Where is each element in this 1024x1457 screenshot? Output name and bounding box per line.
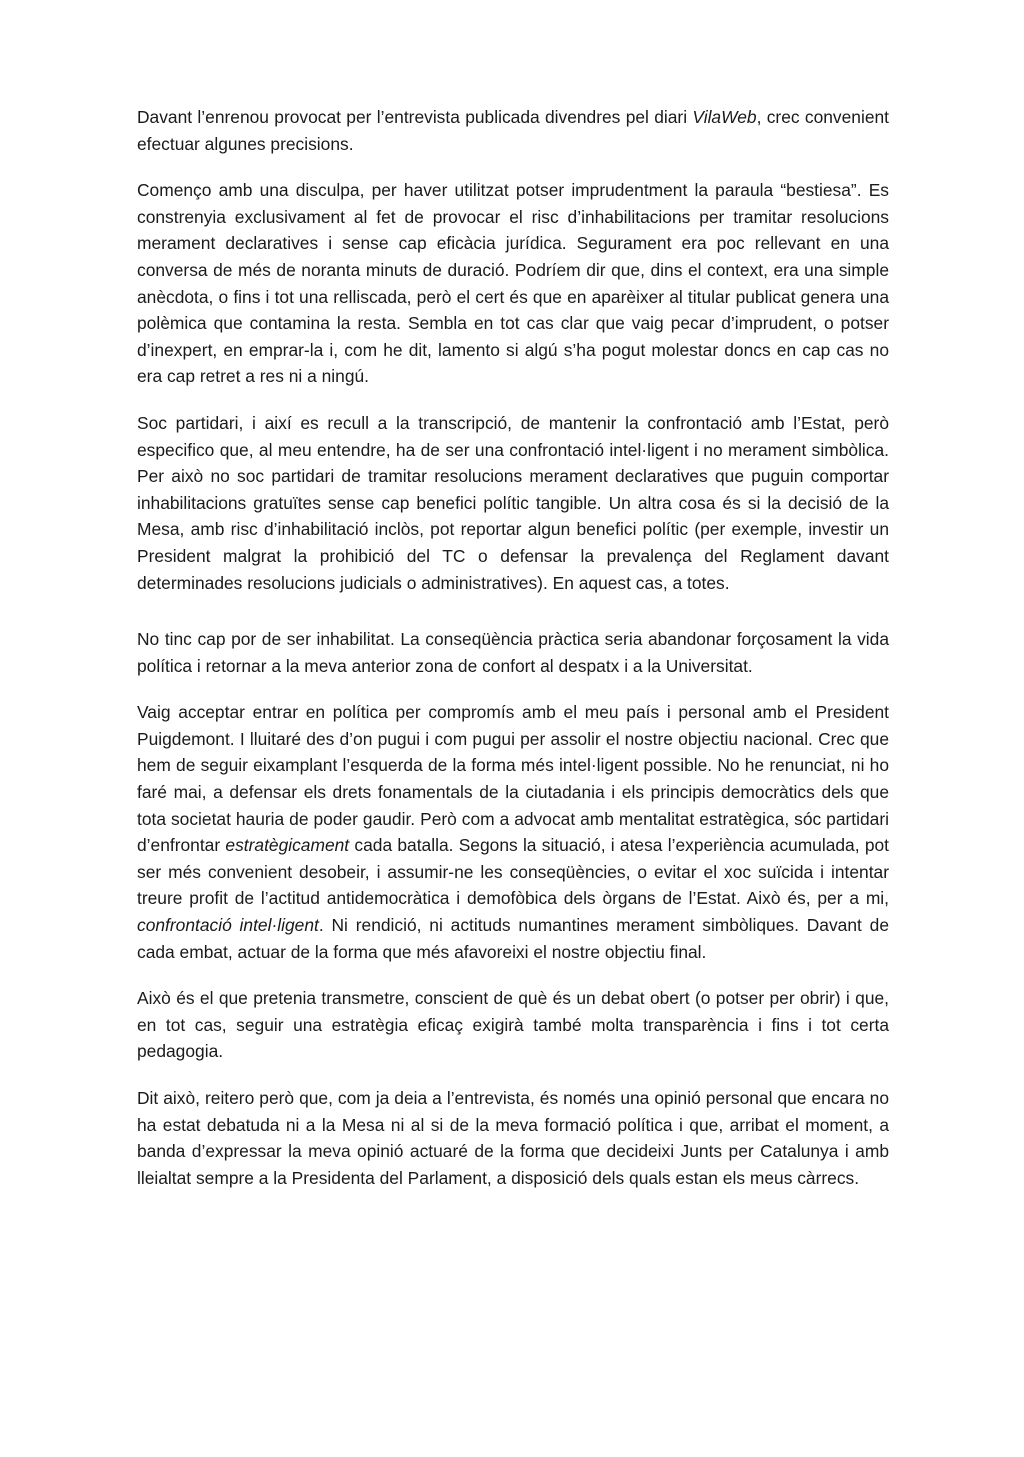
paragraph-inhabilitation: No tinc cap por de ser inhabilitat. La conseqüència pràctica seria abandonar forçosament la vida política i retornar a la meva anterior zona de confort al despatx i a la Universitat. bbox=[137, 629, 889, 676]
newspaper-name: VilaWeb bbox=[692, 107, 757, 127]
paragraph-commitment bbox=[137, 699, 889, 965]
emphasis-strategically: estratègicament bbox=[225, 835, 350, 856]
paragraph-commitment-text-a: Vaig acceptar entrar en política per compromís amb el meu país i personal amb el President Puigdemont. I lluitaré des d’on pugui i com pugui per assolir el nostre objectiu nacional. Crec que hem de seguir eixamplant l’esquerda de la forma més intel·ligent possible. No he renunciat, ni ho faré mai, a defensar els drets fonamentals de la ciutadania i els principis democràtics dels que tota societat hauria de poder gaudir. Però com a advocat amb mentalitat estratègica, sóc partidari d’enfrontar bbox=[137, 702, 889, 856]
paragraph-intro-text-a: Davant l’enrenou provocat per l’entrevista publicada divendres pel diari bbox=[137, 107, 693, 127]
paragraph-confrontation: Soc partidari, i així es recull a la transcripció, de mantenir la confrontació amb l’Estat, però especifico que, al meu entendre, ha de ser una confrontació intel·ligent i no merament simbòlica. Per això no soc partidari de tramitar resolucions merament declaratives que puguin comportar inhabilitacions gratuïtes sense cap benefici polític tangible. Un altra cosa és si la decisió de la Mesa, amb risc d’inhabilitació inclòs, pot reportar algun benefici polític (per exemple, investir un President malgrat la prohibició del TC o defensar la prevalença del Reglament davant determinades resolucions judicials o administratives). En aquest cas, a totes. bbox=[137, 412, 889, 593]
paragraph-commitment-text-b: cada batalla. Segons la situació, i atesa l’experiència acumulada, pot ser més convenient desobeir, i assumir-ne les conseqüències, o evitar el xoc suïcida i intentar treure profit de l’actitud antidemocràtica i demofòbica dels òrgans de l’Estat. Això és, per a mi, bbox=[137, 835, 889, 909]
paragraph-commitment-text-c: . Ni rendició, ni actituds numantines merament simbòliques. Davant de cada embat, actuar de la forma que més afavoreixi el nostre objectiu final. bbox=[137, 915, 889, 962]
paragraph-intent: Això és el que pretenia transmetre, conscient de què és un debat obert (o potser per obrir) i que, en tot cas, seguir una estratègia eficaç exigirà també molta transparència i fins i tot certa pedagogia. bbox=[137, 988, 889, 1062]
paragraph-apology: Començo amb una disculpa, per haver utilitzat potser imprudentment la paraula “bestiesa”. Es constrenyia exclusivament al fet de provocar el risc d’inhabilitacions per tramitar resolucions merament declaratives i sense cap eficàcia jurídica. Segurament era poc rellevant en una conversa de més de noranta minuts de duració. Podríem dir que, dins el context, era una simple anècdota, o fins i tot una relliscada, però el cert és que en aparèixer al titular publicat genera una polèmica que contamina la resta. Sembla en tot cas clar que vaig pecar d’imprudent, o potser d’inexpert, en emprar-la i, com he dit, lamento si algú s’ha pogut molestar doncs en cap cas no era cap retret a res ni a ningú. bbox=[137, 180, 889, 387]
letter-body bbox=[137, 104, 889, 1211]
paragraph-closing: Dit això, reitero però que, com ja deia a l’entrevista, és només una opinió personal que encara no ha estat debatuda ni a la Mesa ni al si de la meva formació política i que, arribat el moment, a banda d’expressar la meva opinió actuaré de la forma que decideixi Junts per Catalunya i amb lleialtat sempre a la Presidenta del Parlament, a disposició dels quals estan els meus càrrecs. bbox=[137, 1088, 889, 1188]
paragraph-intro-text-b: , crec convenient efectuar algunes precisions. bbox=[137, 107, 890, 154]
emphasis-intelligent-confrontation: confrontació intel·ligent bbox=[137, 915, 319, 936]
paragraph-intro bbox=[137, 104, 889, 157]
